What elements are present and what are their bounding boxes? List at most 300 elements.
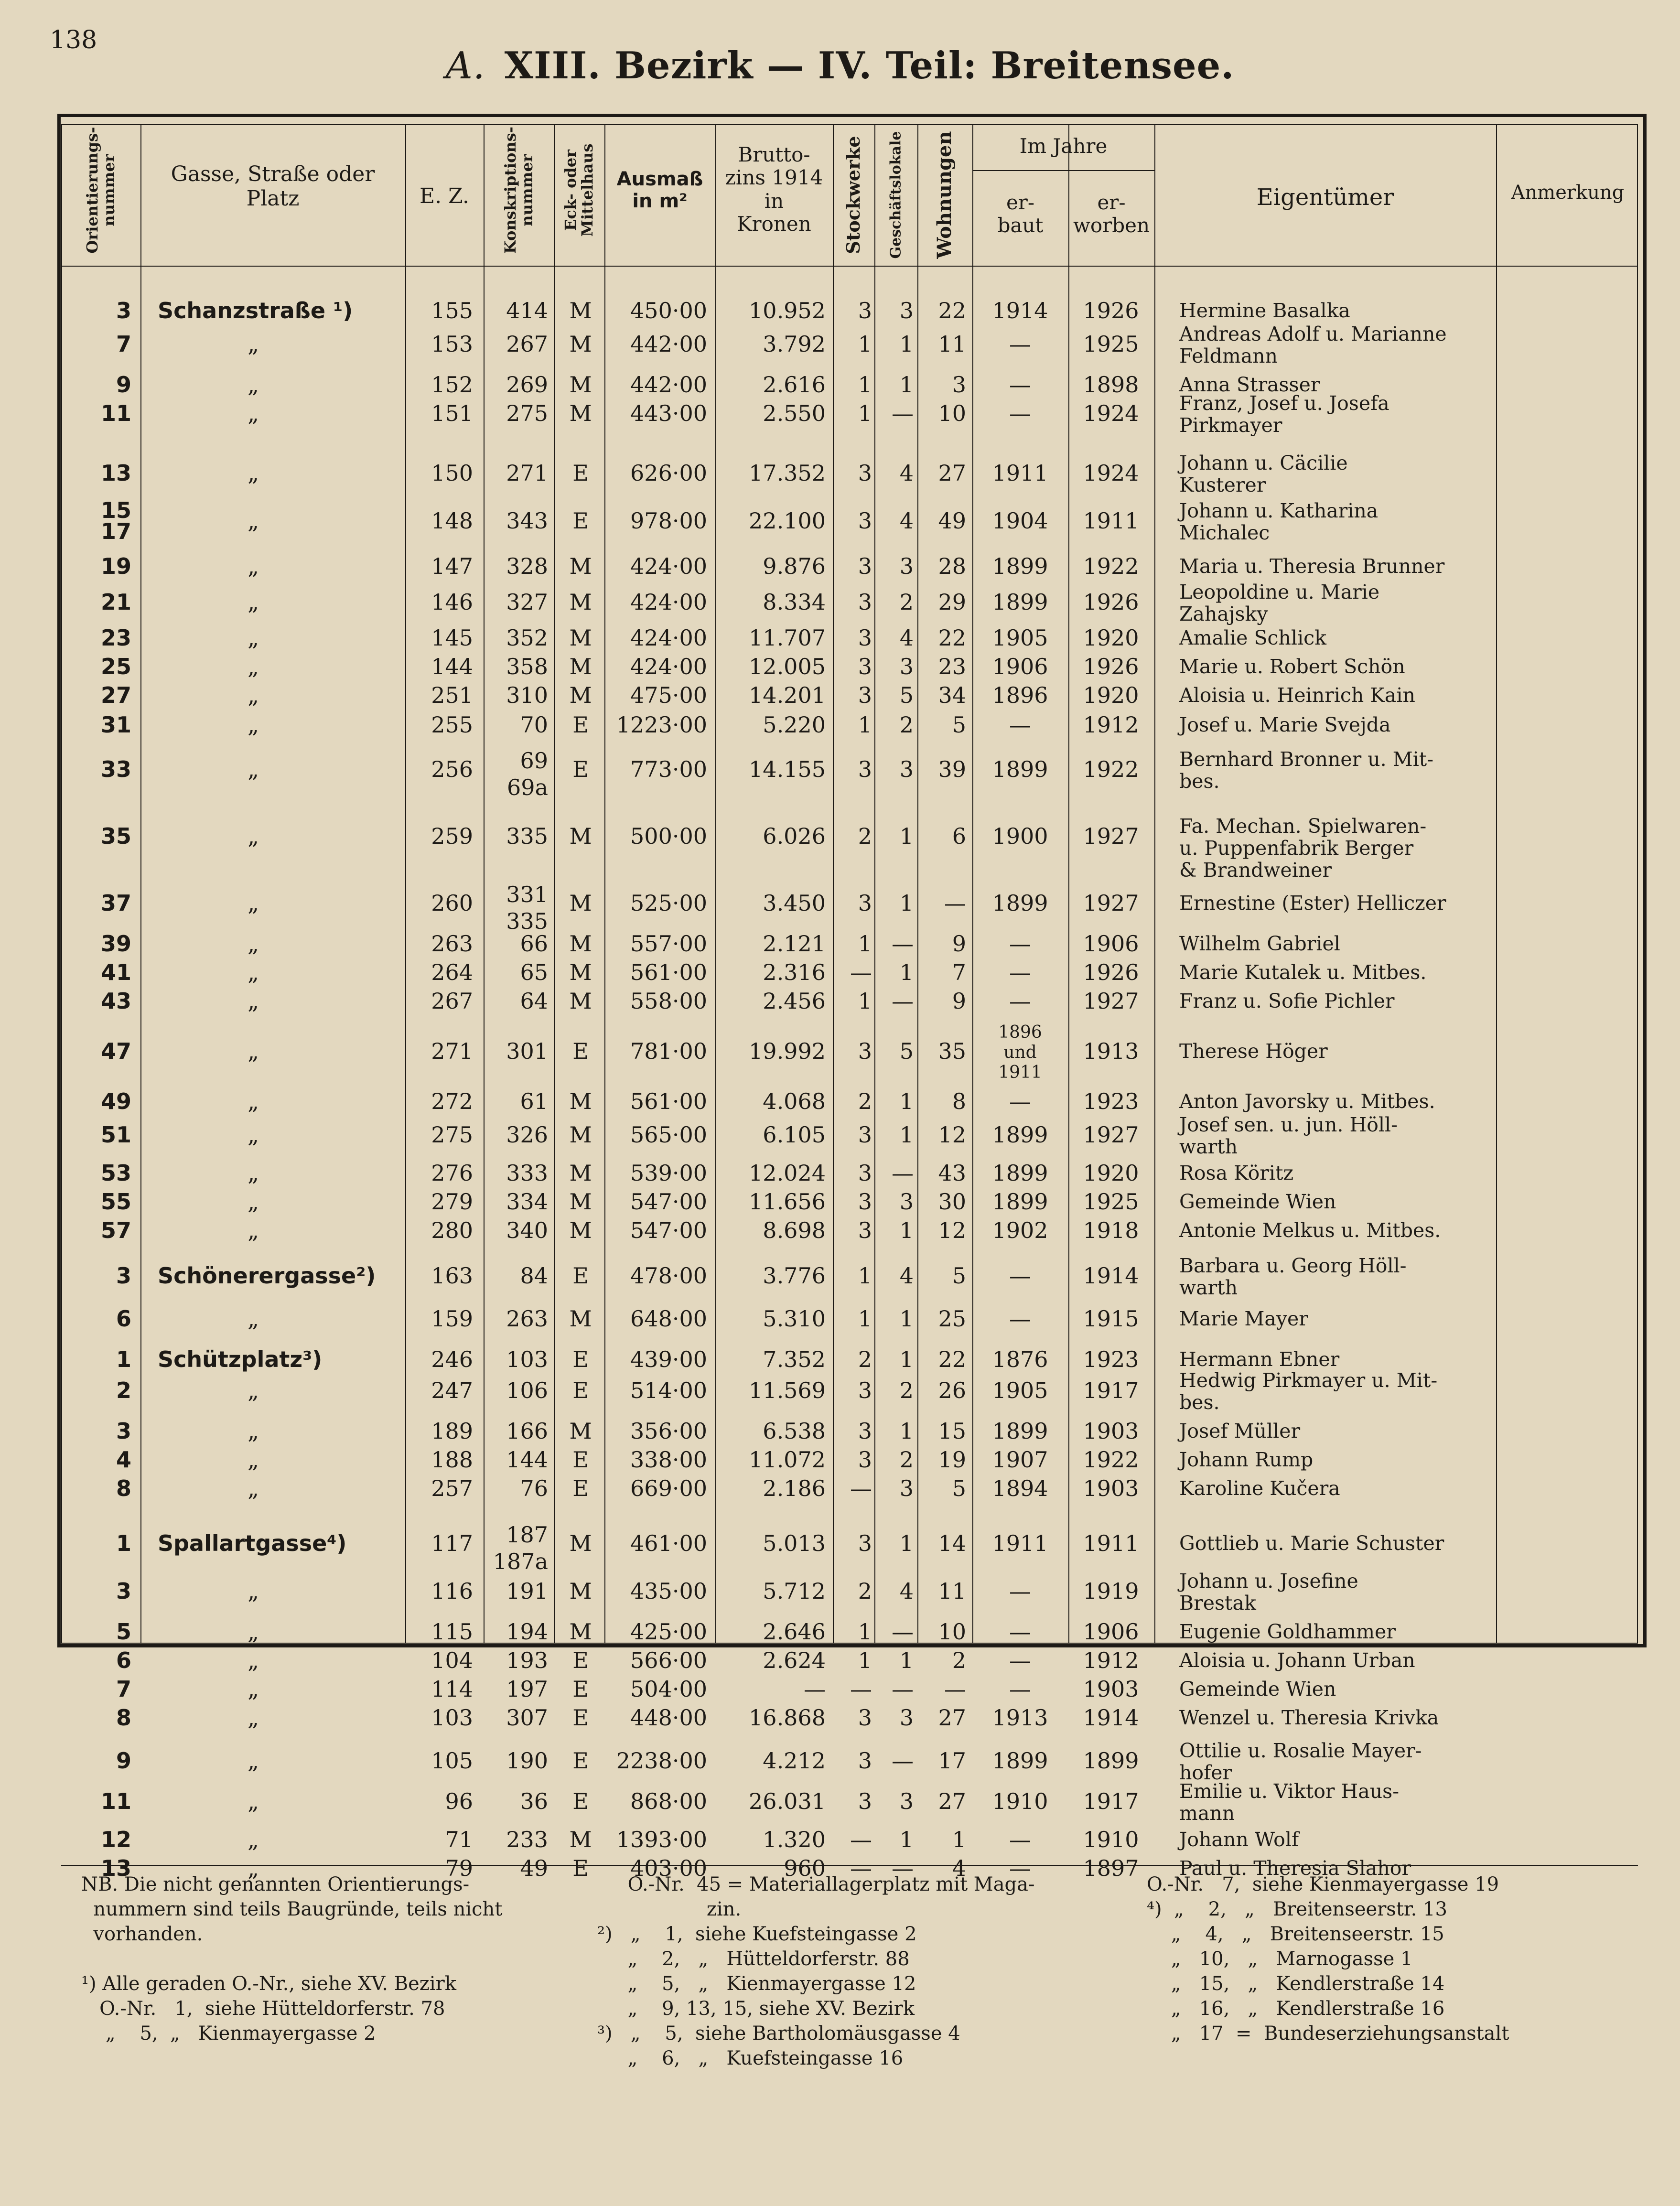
cell-nr: 12 bbox=[100, 1827, 131, 1852]
table-row bbox=[0, 1703, 1680, 1732]
cell-eigentuemer: Hedwig Pirkmayer u. Mit- bes. bbox=[1179, 1369, 1438, 1414]
cell-eck: M bbox=[569, 1619, 592, 1645]
cell-kn: 194 bbox=[506, 1619, 548, 1645]
cell-erw: 1918 bbox=[1083, 1217, 1139, 1243]
cell-eigentuemer: Andreas Adolf u. Marianne Feldmann bbox=[1179, 323, 1447, 367]
cell-ez: 115 bbox=[431, 1619, 473, 1645]
cell-wo: 11 bbox=[938, 1578, 966, 1604]
table-row bbox=[0, 296, 1680, 325]
cell-erb: — bbox=[1009, 1578, 1031, 1604]
cell-eck: M bbox=[569, 1122, 592, 1148]
cell-ge: 1 bbox=[899, 959, 914, 985]
cell-street: „ bbox=[248, 1306, 259, 1332]
cell-st: 3 bbox=[858, 1748, 872, 1774]
cell-wo: 15 bbox=[938, 1418, 966, 1444]
cell-ez: 163 bbox=[431, 1263, 473, 1289]
table-row bbox=[0, 1087, 1680, 1116]
cell-nr: 3 bbox=[116, 298, 131, 323]
cell-wo: 43 bbox=[938, 1160, 966, 1186]
table-row bbox=[0, 1675, 1680, 1703]
cell-aus: 424·00 bbox=[630, 553, 707, 579]
cell-eck: E bbox=[572, 756, 589, 782]
cell-street: „ bbox=[248, 890, 259, 916]
header-konskr: Konskriptions- nummer bbox=[501, 126, 536, 254]
cell-nr: 13 bbox=[100, 460, 131, 486]
cell-erb: — bbox=[1009, 1263, 1031, 1289]
cell-street: „ bbox=[248, 508, 259, 534]
cell-ez: 276 bbox=[431, 1160, 473, 1186]
cell-st: 1 bbox=[858, 712, 872, 738]
cell-br: 10.952 bbox=[749, 298, 826, 323]
table-row bbox=[0, 1187, 1680, 1216]
cell-st: 2 bbox=[858, 1088, 872, 1114]
cell-eigentuemer: Therese Höger bbox=[1179, 1040, 1328, 1063]
cell-kn: 69 69a bbox=[507, 748, 548, 800]
cell-wo: 22 bbox=[938, 1346, 966, 1372]
cell-aus: 565·00 bbox=[630, 1122, 707, 1148]
table-row bbox=[0, 1570, 1680, 1614]
cell-street: „ bbox=[248, 553, 259, 579]
cell-ge: 1 bbox=[899, 890, 914, 916]
cell-erw: 1923 bbox=[1083, 1346, 1139, 1372]
cell-wo: 12 bbox=[938, 1217, 966, 1243]
cell-eigentuemer: Anton Javorsky u. Mitbes. bbox=[1179, 1090, 1435, 1113]
table-row bbox=[0, 1739, 1680, 1784]
cell-eigentuemer: Rosa Köritz bbox=[1179, 1162, 1294, 1184]
table-row bbox=[0, 929, 1680, 958]
cell-nr: 6 bbox=[116, 1306, 131, 1332]
cell-street: „ bbox=[248, 988, 259, 1014]
cell-br: 8.334 bbox=[763, 589, 826, 615]
cell-nr: 55 bbox=[100, 1189, 131, 1215]
cell-br: 2.186 bbox=[763, 1475, 826, 1501]
cell-eigentuemer: Paul u. Theresia Slahor bbox=[1179, 1857, 1411, 1880]
cell-kn: 267 bbox=[506, 331, 548, 357]
cell-st: 1 bbox=[858, 1263, 872, 1289]
cell-eigentuemer: Franz u. Sofie Pichler bbox=[1179, 990, 1395, 1012]
cell-eigentuemer: Hermann Ebner bbox=[1179, 1348, 1340, 1371]
cell-eck: M bbox=[569, 1827, 592, 1852]
cell-erw: 1920 bbox=[1083, 625, 1139, 651]
header-erworben: er- worben bbox=[1073, 191, 1150, 237]
cell-kn: 275 bbox=[506, 400, 548, 426]
cell-ge: — bbox=[892, 1619, 914, 1645]
cell-erw: 1897 bbox=[1083, 1855, 1139, 1881]
cell-aus: 424·00 bbox=[630, 589, 707, 615]
cell-ge: — bbox=[892, 1748, 914, 1774]
cell-erb: 1910 bbox=[992, 1788, 1048, 1814]
cell-eigentuemer: Wenzel u. Theresia Krivka bbox=[1179, 1706, 1439, 1729]
cell-street: „ bbox=[248, 654, 259, 679]
cell-ez: 155 bbox=[431, 298, 473, 323]
cell-br: 2.550 bbox=[763, 400, 826, 426]
cell-aus: 435·00 bbox=[630, 1578, 707, 1604]
cell-kn: 328 bbox=[506, 553, 548, 579]
cell-st: 3 bbox=[858, 460, 872, 486]
cell-ez: 255 bbox=[431, 712, 473, 738]
cell-eck: M bbox=[569, 625, 592, 651]
cell-kn: 84 bbox=[520, 1263, 548, 1289]
cell-wo: 5 bbox=[952, 1263, 966, 1289]
cell-erb: 1899 bbox=[992, 1418, 1048, 1444]
cell-nr: 6 bbox=[116, 1647, 131, 1673]
cell-street: „ bbox=[248, 1676, 259, 1702]
cell-ge: 3 bbox=[899, 1788, 914, 1814]
cell-street: „ bbox=[248, 1217, 259, 1243]
cell-ge: 2 bbox=[899, 1377, 914, 1403]
cell-wo: 4 bbox=[952, 1855, 966, 1881]
cell-ge: 1 bbox=[899, 372, 914, 398]
cell-ez: 150 bbox=[431, 460, 473, 486]
cell-street: „ bbox=[248, 1647, 259, 1673]
cell-wo: 27 bbox=[938, 1705, 966, 1731]
cell-nr: 7 bbox=[116, 1676, 131, 1702]
cell-eigentuemer: Fa. Mechan. Spielwaren- u. Puppenfabrik Berger & Brandweiner bbox=[1179, 815, 1427, 882]
cell-kn: 187 187a bbox=[493, 1522, 548, 1574]
cell-nr: 9 bbox=[116, 372, 131, 398]
cell-eigentuemer: Aloisia u. Heinrich Kain bbox=[1179, 684, 1415, 707]
cell-kn: 333 bbox=[506, 1160, 548, 1186]
cell-st: 3 bbox=[858, 1705, 872, 1731]
cell-br: 5.013 bbox=[763, 1530, 826, 1556]
cell-nr: 35 bbox=[100, 823, 131, 849]
cell-wo: 22 bbox=[938, 625, 966, 651]
table-row bbox=[0, 1417, 1680, 1445]
cell-aus: 338·00 bbox=[630, 1447, 707, 1473]
cell-st: 3 bbox=[858, 298, 872, 323]
cell-nr: 43 bbox=[100, 988, 131, 1014]
cell-st: 3 bbox=[858, 1122, 872, 1148]
cell-br: 22.100 bbox=[749, 508, 826, 534]
cell-erw: 1926 bbox=[1083, 654, 1139, 679]
cell-aus: 547·00 bbox=[630, 1217, 707, 1243]
cell-nr: 33 bbox=[100, 756, 131, 782]
cell-eck: E bbox=[572, 460, 589, 486]
cell-street: Schönerergasse²) bbox=[158, 1263, 376, 1289]
cell-kn: 191 bbox=[506, 1578, 548, 1604]
cell-erw: 1912 bbox=[1083, 1647, 1139, 1673]
cell-br: 6.538 bbox=[763, 1418, 826, 1444]
cell-wo: 39 bbox=[938, 756, 966, 782]
cell-nr: 8 bbox=[116, 1705, 131, 1731]
table-row bbox=[0, 652, 1680, 681]
cell-aus: 424·00 bbox=[630, 654, 707, 679]
cell-erb: — bbox=[1009, 1676, 1031, 1702]
header-orientierung: Orientierungs- nummer bbox=[83, 127, 118, 254]
cell-ge: — bbox=[892, 1855, 914, 1881]
cell-st: — bbox=[850, 1475, 872, 1501]
cell-br: 2.316 bbox=[763, 959, 826, 985]
cell-kn: 301 bbox=[506, 1038, 548, 1064]
cell-aus: 504·00 bbox=[630, 1676, 707, 1702]
cell-st: 2 bbox=[858, 1578, 872, 1604]
cell-nr: 39 bbox=[100, 931, 131, 957]
cell-wo: 1 bbox=[952, 1827, 966, 1852]
cell-aus: 978·00 bbox=[630, 508, 707, 534]
cell-br: 14.155 bbox=[749, 756, 826, 782]
cell-aus: 450·00 bbox=[630, 298, 707, 323]
table-row bbox=[0, 1445, 1680, 1474]
table-row bbox=[0, 452, 1680, 496]
cell-wo: 7 bbox=[952, 959, 966, 985]
cell-ez: 247 bbox=[431, 1377, 473, 1403]
title-letter: A. bbox=[445, 44, 485, 87]
table-row bbox=[0, 392, 1680, 437]
cell-nr: 1 bbox=[116, 1530, 131, 1556]
cell-ge: 2 bbox=[899, 589, 914, 615]
cell-nr: 2 bbox=[116, 1377, 131, 1403]
cell-erw: 1926 bbox=[1083, 589, 1139, 615]
cell-erb: 1905 bbox=[992, 1377, 1048, 1403]
cell-st: 1 bbox=[858, 931, 872, 957]
cell-erb: — bbox=[1009, 931, 1031, 957]
cell-ez: 280 bbox=[431, 1217, 473, 1243]
cell-street: Schanzstraße ¹) bbox=[158, 298, 353, 323]
cell-br: 2.624 bbox=[763, 1647, 826, 1673]
cell-ge: 1 bbox=[899, 1122, 914, 1148]
cell-st: 3 bbox=[858, 1189, 872, 1215]
table-row bbox=[0, 1522, 1680, 1574]
cell-br: 1.320 bbox=[763, 1827, 826, 1852]
cell-ez: 272 bbox=[431, 1088, 473, 1114]
cell-ez: 263 bbox=[431, 931, 473, 957]
cell-aus: 773·00 bbox=[630, 756, 707, 782]
cell-br: 3.792 bbox=[763, 331, 826, 357]
cell-erb: — bbox=[1009, 1827, 1031, 1852]
cell-st: 3 bbox=[858, 508, 872, 534]
cell-eck: E bbox=[572, 508, 589, 534]
table-row bbox=[0, 1646, 1680, 1675]
cell-st: — bbox=[850, 1855, 872, 1881]
cell-street: „ bbox=[248, 1619, 259, 1645]
cell-ge: 1 bbox=[899, 1217, 914, 1243]
cell-eigentuemer: Marie Kutalek u. Mitbes. bbox=[1179, 961, 1427, 984]
cell-aus: 561·00 bbox=[630, 959, 707, 985]
table-row bbox=[0, 1825, 1680, 1854]
cell-ez: 260 bbox=[431, 890, 473, 916]
cell-erw: 1914 bbox=[1083, 1263, 1139, 1289]
cell-nr: 5 bbox=[116, 1619, 131, 1645]
cell-erb: — bbox=[1009, 1306, 1031, 1332]
cell-erb: 1900 bbox=[992, 823, 1048, 849]
cell-erb: 1876 bbox=[992, 1346, 1048, 1372]
cell-street: „ bbox=[248, 589, 259, 615]
cell-ez: 259 bbox=[431, 823, 473, 849]
cell-erw: 1911 bbox=[1083, 508, 1139, 534]
cell-ez: 153 bbox=[431, 331, 473, 357]
cell-wo: 10 bbox=[938, 400, 966, 426]
cell-ge: 5 bbox=[899, 682, 914, 708]
header-anmerkung: Anmerkung bbox=[1511, 182, 1625, 204]
cell-ez: 96 bbox=[445, 1788, 473, 1814]
cell-nr: 15 17 bbox=[100, 497, 131, 544]
cell-kn: 334 bbox=[506, 1189, 548, 1215]
cell-ge: 4 bbox=[899, 508, 914, 534]
cell-ge: 1 bbox=[899, 1346, 914, 1372]
table-row bbox=[0, 1022, 1680, 1082]
cell-eigentuemer: Ernestine (Ester) Helliczer bbox=[1179, 892, 1446, 915]
cell-nr: 31 bbox=[100, 712, 131, 738]
table-row bbox=[0, 1159, 1680, 1187]
cell-erb: 1899 bbox=[992, 553, 1048, 579]
cell-eck: M bbox=[569, 931, 592, 957]
cell-eck: E bbox=[572, 1788, 589, 1814]
cell-wo: 27 bbox=[938, 1788, 966, 1814]
cell-erw: 1922 bbox=[1083, 1447, 1139, 1473]
cell-st: 3 bbox=[858, 1038, 872, 1064]
cell-erw: 1927 bbox=[1083, 823, 1139, 849]
cell-wo: 34 bbox=[938, 682, 966, 708]
cell-nr: 53 bbox=[100, 1160, 131, 1186]
cell-aus: 539·00 bbox=[630, 1160, 707, 1186]
cell-eck: E bbox=[572, 1475, 589, 1501]
cell-kn: 166 bbox=[506, 1418, 548, 1444]
cell-eck: M bbox=[569, 1578, 592, 1604]
cell-aus: 442·00 bbox=[630, 372, 707, 398]
cell-eigentuemer: Amalie Schlick bbox=[1179, 626, 1326, 649]
cell-aus: 500·00 bbox=[630, 823, 707, 849]
cell-eck: E bbox=[572, 1676, 589, 1702]
cell-street: „ bbox=[248, 1189, 259, 1215]
cell-aus: 558·00 bbox=[630, 988, 707, 1014]
cell-street: „ bbox=[248, 1160, 259, 1186]
cell-aus: 2238·00 bbox=[616, 1748, 707, 1774]
cell-kn: 310 bbox=[506, 682, 548, 708]
cell-br: 11.707 bbox=[749, 625, 826, 651]
cell-kn: 335 bbox=[506, 823, 548, 849]
cell-eigentuemer: Aloisia u. Johann Urban bbox=[1179, 1649, 1415, 1672]
cell-eigentuemer: Marie Mayer bbox=[1179, 1307, 1308, 1330]
cell-ez: 251 bbox=[431, 682, 473, 708]
cell-st: 1 bbox=[858, 372, 872, 398]
cell-aus: 547·00 bbox=[630, 1189, 707, 1215]
cell-st: 3 bbox=[858, 1418, 872, 1444]
table-row bbox=[0, 1617, 1680, 1646]
cell-eigentuemer: Leopoldine u. Marie Zahajsky bbox=[1179, 581, 1380, 625]
cell-street: „ bbox=[248, 756, 259, 782]
table-row bbox=[0, 882, 1680, 934]
cell-ge: 4 bbox=[899, 460, 914, 486]
cell-eck: M bbox=[569, 372, 592, 398]
cell-ez: 147 bbox=[431, 553, 473, 579]
cell-br: 17.352 bbox=[749, 460, 826, 486]
cell-wo: 19 bbox=[938, 1447, 966, 1473]
cell-kn: 193 bbox=[506, 1647, 548, 1673]
cell-erw: 1913 bbox=[1083, 1038, 1139, 1064]
footnote-col1: NB. Die nicht genannten Orientierungs- nummern sind teils Baugründe, teils nicht vorhanden. ¹) Alle geraden O.-Nr., siehe XV. Bezirk O.-Nr. 1, siehe Hütteldorferstr. 78 „ 5, „ Kienmayergasse 2 bbox=[81, 1873, 503, 2045]
cell-street: „ bbox=[248, 1578, 259, 1604]
cell-ge: 4 bbox=[899, 625, 914, 651]
cell-erw: 1914 bbox=[1083, 1705, 1139, 1731]
cell-eigentuemer: Ottilie u. Rosalie Mayer- hofer bbox=[1179, 1739, 1422, 1784]
cell-ez: 114 bbox=[431, 1676, 473, 1702]
cell-kn: 358 bbox=[506, 654, 548, 679]
cell-erb: — bbox=[1009, 1855, 1031, 1881]
cell-ez: 189 bbox=[431, 1418, 473, 1444]
table-row bbox=[0, 1113, 1680, 1158]
header-ausmass: Ausmaß in m² bbox=[616, 168, 703, 212]
cell-aus: 566·00 bbox=[630, 1647, 707, 1673]
cell-nr: 3 bbox=[116, 1263, 131, 1289]
cell-wo: 30 bbox=[938, 1189, 966, 1215]
cell-kn: 352 bbox=[506, 625, 548, 651]
cell-erb: 1899 bbox=[992, 1748, 1048, 1774]
cell-erb: 1907 bbox=[992, 1447, 1048, 1473]
cell-br: 6.026 bbox=[763, 823, 826, 849]
cell-br: 8.698 bbox=[763, 1217, 826, 1243]
header-gasse: Gasse, Straße oder Platz bbox=[171, 162, 375, 211]
cell-st: 3 bbox=[858, 1530, 872, 1556]
cell-nr: 27 bbox=[100, 682, 131, 708]
cell-nr: 41 bbox=[100, 959, 131, 985]
cell-br: 5.310 bbox=[763, 1306, 826, 1332]
cell-street: „ bbox=[248, 1855, 259, 1881]
cell-erw: 1903 bbox=[1083, 1418, 1139, 1444]
page-title bbox=[0, 44, 1680, 87]
cell-aus: 525·00 bbox=[630, 890, 707, 916]
cell-eigentuemer: Johann Rump bbox=[1179, 1448, 1314, 1471]
cell-ez: 188 bbox=[431, 1447, 473, 1473]
cell-st: 3 bbox=[858, 756, 872, 782]
cell-ge: 4 bbox=[899, 1578, 914, 1604]
cell-kn: 190 bbox=[506, 1748, 548, 1774]
cell-eck: E bbox=[572, 1855, 589, 1881]
cell-kn: 144 bbox=[506, 1447, 548, 1473]
cell-wo: 12 bbox=[938, 1122, 966, 1148]
header-eck: Eck- oder Mittelhaus bbox=[561, 143, 596, 237]
cell-ez: 146 bbox=[431, 589, 473, 615]
cell-erw: 1915 bbox=[1083, 1306, 1139, 1332]
cell-aus: 561·00 bbox=[630, 1088, 707, 1114]
table-row bbox=[0, 323, 1680, 367]
cell-street: „ bbox=[248, 460, 259, 486]
cell-ez: 116 bbox=[431, 1578, 473, 1604]
cell-wo: 28 bbox=[938, 553, 966, 579]
cell-nr: 21 bbox=[100, 589, 131, 615]
cell-aus: 514·00 bbox=[630, 1377, 707, 1403]
cell-nr: 7 bbox=[116, 331, 131, 357]
cell-eigentuemer: Gottlieb u. Marie Schuster bbox=[1179, 1532, 1444, 1555]
cell-eigentuemer: Gemeinde Wien bbox=[1179, 1678, 1336, 1700]
header-wohnungen: Wohnungen bbox=[933, 131, 956, 259]
cell-wo: 5 bbox=[952, 1475, 966, 1501]
cell-st: 3 bbox=[858, 1788, 872, 1814]
cell-eck: E bbox=[572, 1748, 589, 1774]
cell-eck: E bbox=[572, 1263, 589, 1289]
cell-eck: M bbox=[569, 400, 592, 426]
cell-ez: 148 bbox=[431, 508, 473, 534]
cell-nr: 57 bbox=[100, 1217, 131, 1243]
cell-erw: 1924 bbox=[1083, 460, 1139, 486]
table-row bbox=[0, 552, 1680, 581]
cell-aus: 478·00 bbox=[630, 1263, 707, 1289]
table-row bbox=[0, 624, 1680, 652]
table-row bbox=[0, 1369, 1680, 1414]
cell-eck: E bbox=[572, 1705, 589, 1731]
cell-street: „ bbox=[248, 1748, 259, 1774]
cell-kn: 64 bbox=[520, 988, 548, 1014]
cell-kn: 271 bbox=[506, 460, 548, 486]
cell-aus: 1393·00 bbox=[616, 1827, 707, 1852]
cell-erw: 1906 bbox=[1083, 1619, 1139, 1645]
cell-ge: 1 bbox=[899, 1530, 914, 1556]
cell-erw: 1906 bbox=[1083, 931, 1139, 957]
cell-eigentuemer: Maria u. Theresia Brunner bbox=[1179, 555, 1445, 578]
cell-aus: 356·00 bbox=[630, 1418, 707, 1444]
cell-ge: 3 bbox=[899, 553, 914, 579]
cell-ge: 1 bbox=[899, 1418, 914, 1444]
table-row bbox=[0, 1254, 1680, 1299]
